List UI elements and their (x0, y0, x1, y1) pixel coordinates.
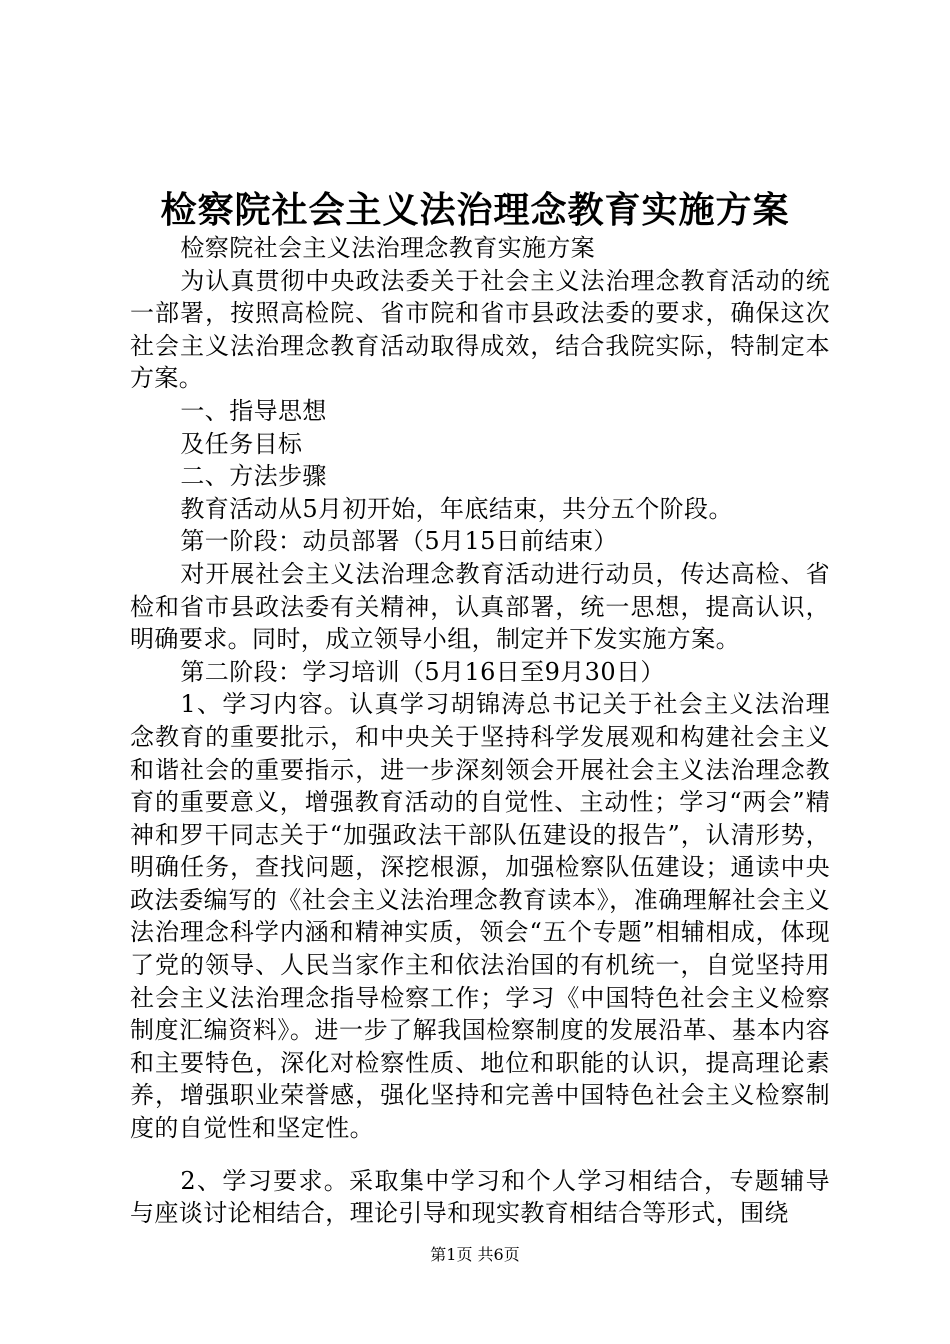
paragraph-study-content: 1、学习内容。认真学习胡锦涛总书记关于社会主义法治理念教育的重要批示，和中央关于坚持科学发展观和构建社会主义和谐社会的重要指示，进一步深刻领会开展社会主义法治理念教育的重要意义，增强教育活动的自觉性、主动性；学习“两会”精神和罗干同志关于“加强政法干部队伍建设的报告”，认清形势，明确任务，查找问题，深挖根源，加强检察队伍建设；通读中央政法委编写的《社会主义法治理念教育读本》，准确理解社会主义法治理念科学内涵和精神实质，领会“五个专题”相辅相成，体现了党的领导、人民当家作主和依法治国的有机统一，自觉坚持用社会主义法治理念指导检察工作；学习《中国特色社会主义检察制度汇编资料》。进一步了解我国检察制度的发展沿革、基本内容和主要特色，深化对检察性质、地位和职能的认识，提高理论素养，增强职业荣誉感，强化坚持和完善中国特色社会主义检察制度的自觉性和坚定性。 (130, 690, 830, 1143)
section-heading-guiding-thought: 一、指导思想 (180, 396, 327, 425)
paragraph-intro: 为认真贯彻中央政法委关于社会主义法治理念教育活动的统一部署，按照高检院、省市院和省市县政法委的要求，确保这次社会主义法治理念教育活动取得成效，结合我院实际，特制定本方案。 (130, 266, 830, 393)
paragraph-schedule: 教育活动从5月初开始，年底结束，共分五个阶段。 (180, 494, 733, 523)
document-title: 检察院社会主义法治理念教育实施方案 (160, 189, 790, 231)
section-heading-task-goals: 及任务目标 (180, 429, 303, 458)
section-heading-method-steps: 二、方法步骤 (180, 462, 327, 491)
paragraph-stage-one: 对开展社会主义法治理念教育活动进行动员，传达高检、省检和省市县政法委有关精神，认真部署，统一思想，提高认识，明确要求。同时，成立领导小组，制定并下发实施方案。 (130, 559, 830, 654)
paragraph-heading-repeat: 检察院社会主义法治理念教育实施方案 (180, 234, 596, 262)
document-body (130, 232, 830, 1230)
page-number-footer: 第1页 共6页 (430, 1245, 520, 1264)
paragraph-study-requirements: 2、学习要求。采取集中学习和个人学习相结合，专题辅导与座谈讨论相结合，理论引导和现实教育相结合等形式，围绕 (130, 1166, 830, 1228)
stage-one-heading: 第一阶段：动员部署（5月15日前结束） (180, 527, 618, 556)
stage-two-heading: 第二阶段：学习培训（5月16日至9月30日） (180, 657, 665, 686)
